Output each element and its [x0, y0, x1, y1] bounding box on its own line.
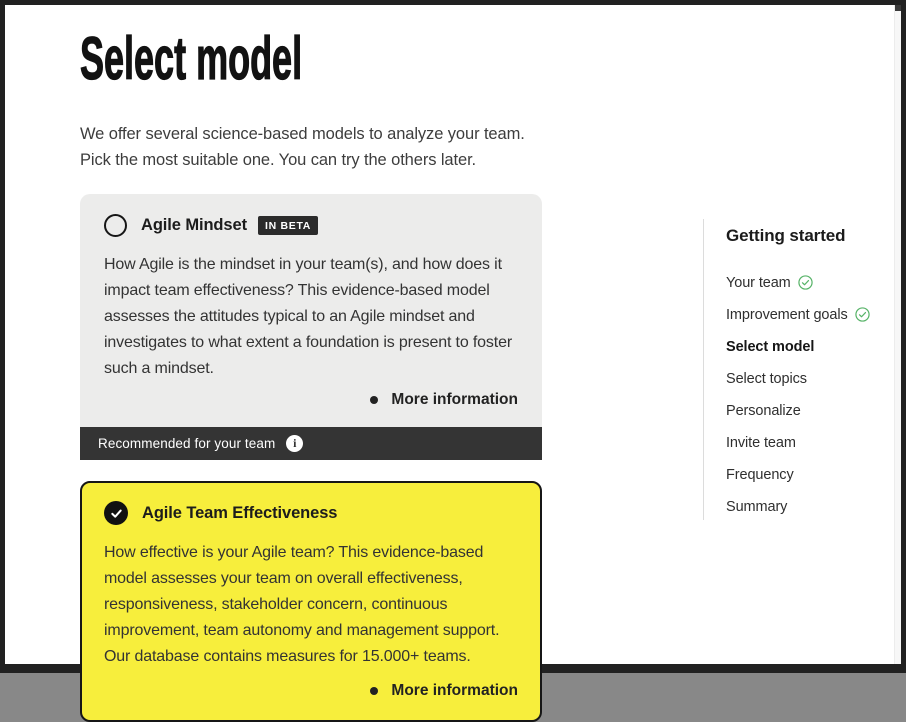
completed-check-icon	[855, 307, 870, 322]
bullet-icon	[370, 396, 378, 404]
step-label: Select topics	[726, 370, 807, 387]
radio-unselected-icon[interactable]	[104, 214, 127, 237]
model-description: How Agile is the mindset in your team(s), and how does it impact team effectiveness? This evidence-based model assesses the attitudes typical to an Agile mindset and investigates to what extent a foundation is present to foster such a mindset.	[104, 256, 512, 377]
sidebar-heading: Getting started	[726, 226, 846, 245]
sidebar-item-select-model[interactable]	[726, 339, 888, 354]
completed-check-icon	[798, 275, 813, 290]
scrollbar-button[interactable]	[895, 5, 901, 11]
recommended-banner	[80, 427, 542, 460]
in-beta-badge: IN BETA	[258, 216, 318, 235]
main-content	[80, 25, 542, 722]
more-information-label: More information	[391, 682, 518, 699]
model-card-agile-team-effectiveness[interactable]	[80, 481, 542, 722]
bullet-icon	[370, 687, 378, 695]
step-label: Invite team	[726, 434, 796, 451]
sidebar-item-select-topics[interactable]	[726, 371, 888, 386]
step-label: Summary	[726, 498, 788, 515]
card-body	[80, 194, 542, 427]
step-label: Personalize	[726, 402, 801, 419]
step-label: Your team	[726, 274, 791, 291]
step-label: Improvement goals	[726, 306, 848, 323]
model-description: How effective is your Agile team? This evidence-based model assesses your team on overall effectiveness, responsiveness, stakeholder concern, continuous improvement, team autonomy and management support. Our database contains measures for 15.000+ teams.	[104, 544, 500, 665]
more-information-label: More information	[391, 391, 518, 408]
sidebar-item-your-team[interactable]	[726, 275, 888, 290]
checkmark-icon	[110, 507, 123, 520]
model-title: Agile Team Effectiveness	[142, 503, 338, 522]
page-title: Select model	[80, 25, 303, 92]
step-list	[726, 275, 888, 514]
sidebar-item-invite-team[interactable]	[726, 435, 888, 450]
card-header	[104, 501, 518, 525]
radio-selected-icon[interactable]	[104, 501, 128, 525]
more-information-link[interactable]	[104, 391, 518, 417]
sidebar-item-personalize[interactable]	[726, 403, 888, 418]
model-card-agile-mindset[interactable]	[80, 194, 542, 460]
step-label: Frequency	[726, 466, 794, 483]
scrollbar[interactable]	[894, 5, 901, 664]
intro-text: We offer several science-based models to analyze your team. Pick the most suitable one. You can try the others later.	[80, 125, 525, 169]
sidebar-item-frequency[interactable]	[726, 467, 888, 482]
recommended-label: Recommended for your team	[98, 436, 276, 451]
getting-started-sidebar	[703, 219, 888, 520]
more-information-link[interactable]	[104, 682, 518, 700]
step-label: Select model	[726, 338, 815, 355]
model-title: Agile Mindset	[141, 216, 247, 234]
sidebar-item-summary[interactable]	[726, 499, 888, 514]
card-header	[104, 214, 518, 237]
info-icon[interactable]: i	[286, 435, 303, 452]
sidebar-item-improvement-goals[interactable]	[726, 307, 888, 322]
